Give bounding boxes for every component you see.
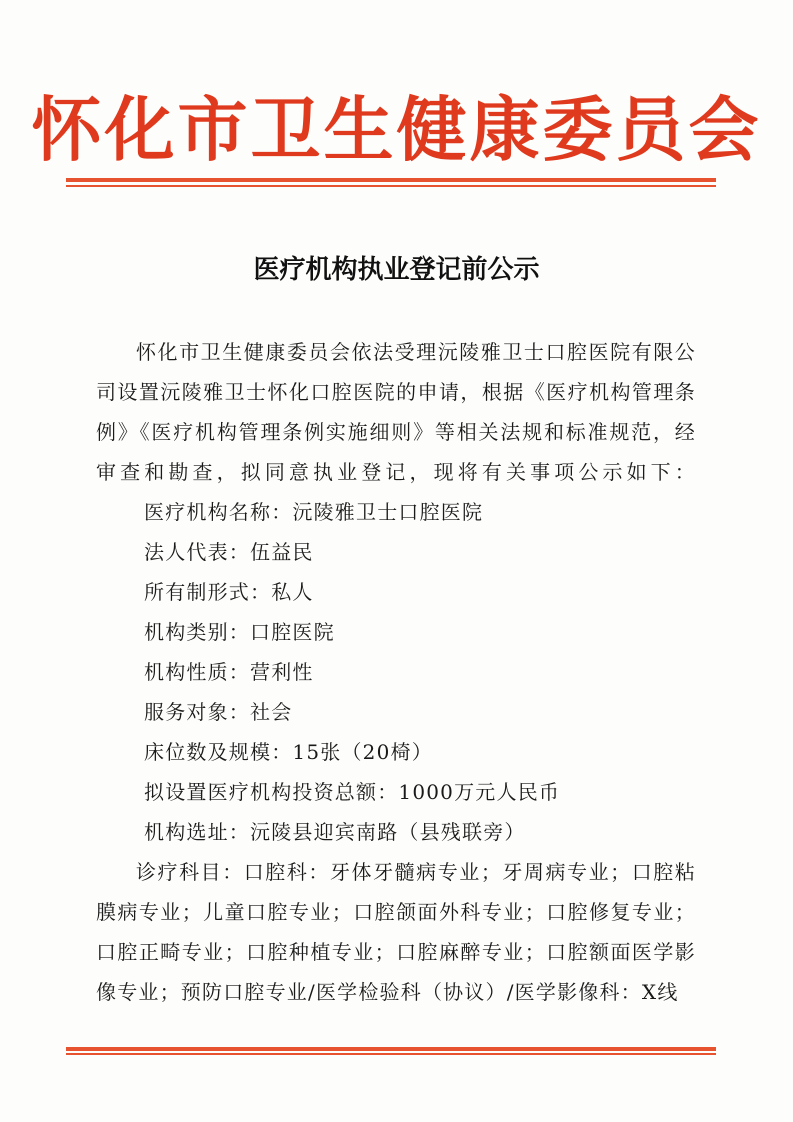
- field-value: 沅陵县迎宾南路（县残联旁）: [250, 820, 526, 844]
- field-label: 服务对象：: [144, 700, 250, 724]
- field-value: 伍益民: [250, 540, 314, 564]
- document-title: 医疗机构执业登记前公示: [253, 255, 540, 285]
- field-value: 私人: [271, 580, 314, 604]
- field-bed-scale: [96, 732, 696, 772]
- footer-rule-thin: [66, 1053, 716, 1055]
- field-service-target: [96, 692, 696, 732]
- field-label: 床位数及规模：: [144, 740, 293, 764]
- document-body: [96, 332, 696, 1012]
- header-rule-thick: [66, 178, 716, 182]
- field-value: 15张（20椅）: [292, 740, 433, 764]
- field-value: 沅陵雅卫士口腔医院: [292, 500, 484, 524]
- masthead-organization: 怀化市卫生健康委员会: [31, 88, 762, 171]
- field-ownership: [96, 572, 696, 612]
- field-institution-name: [96, 492, 696, 532]
- field-category: [96, 612, 696, 652]
- footer-rule-thick: [66, 1047, 716, 1051]
- field-label: 拟设置医疗机构投资总额：: [144, 780, 399, 804]
- header-rule-thin: [66, 185, 716, 187]
- field-label: 医疗机构名称：: [144, 500, 293, 524]
- field-nature: [96, 652, 696, 692]
- intro-paragraph: 怀化市卫生健康委员会依法受理沅陵雅卫士口腔医院有限公司设置沅陵雅卫士怀化口腔医院的申请，根据《医疗机构管理条例》《医疗机构管理条例实施细则》等相关法规和标准规范，经审查和勘查，拟同意执业登记，现将有关事项公示如下：: [96, 340, 696, 484]
- field-label: 机构性质：: [144, 660, 250, 684]
- departments-paragraph: 诊疗科目：口腔科：牙体牙髓病专业；牙周病专业；口腔粘膜病专业；儿童口腔专业；口腔颌面外科专业；口腔修复专业；口腔正畸专业；口腔种植专业；口腔麻醉专业；口腔额面医学影像专业；预防口腔专业/医学检验科（协议）/医学影像科：X线: [96, 860, 696, 1004]
- field-label: 机构类别：: [144, 620, 250, 644]
- field-label: 法人代表：: [144, 540, 250, 564]
- field-label: 机构选址：: [144, 820, 250, 844]
- field-location: [96, 812, 696, 852]
- field-value: 社会: [250, 700, 293, 724]
- field-investment: [96, 772, 696, 812]
- field-value: 营利性: [250, 660, 314, 684]
- field-value: 1000万元人民币: [398, 780, 561, 804]
- field-value: 口腔医院: [250, 620, 335, 644]
- field-label: 所有制形式：: [144, 580, 272, 604]
- field-legal-representative: [96, 532, 696, 572]
